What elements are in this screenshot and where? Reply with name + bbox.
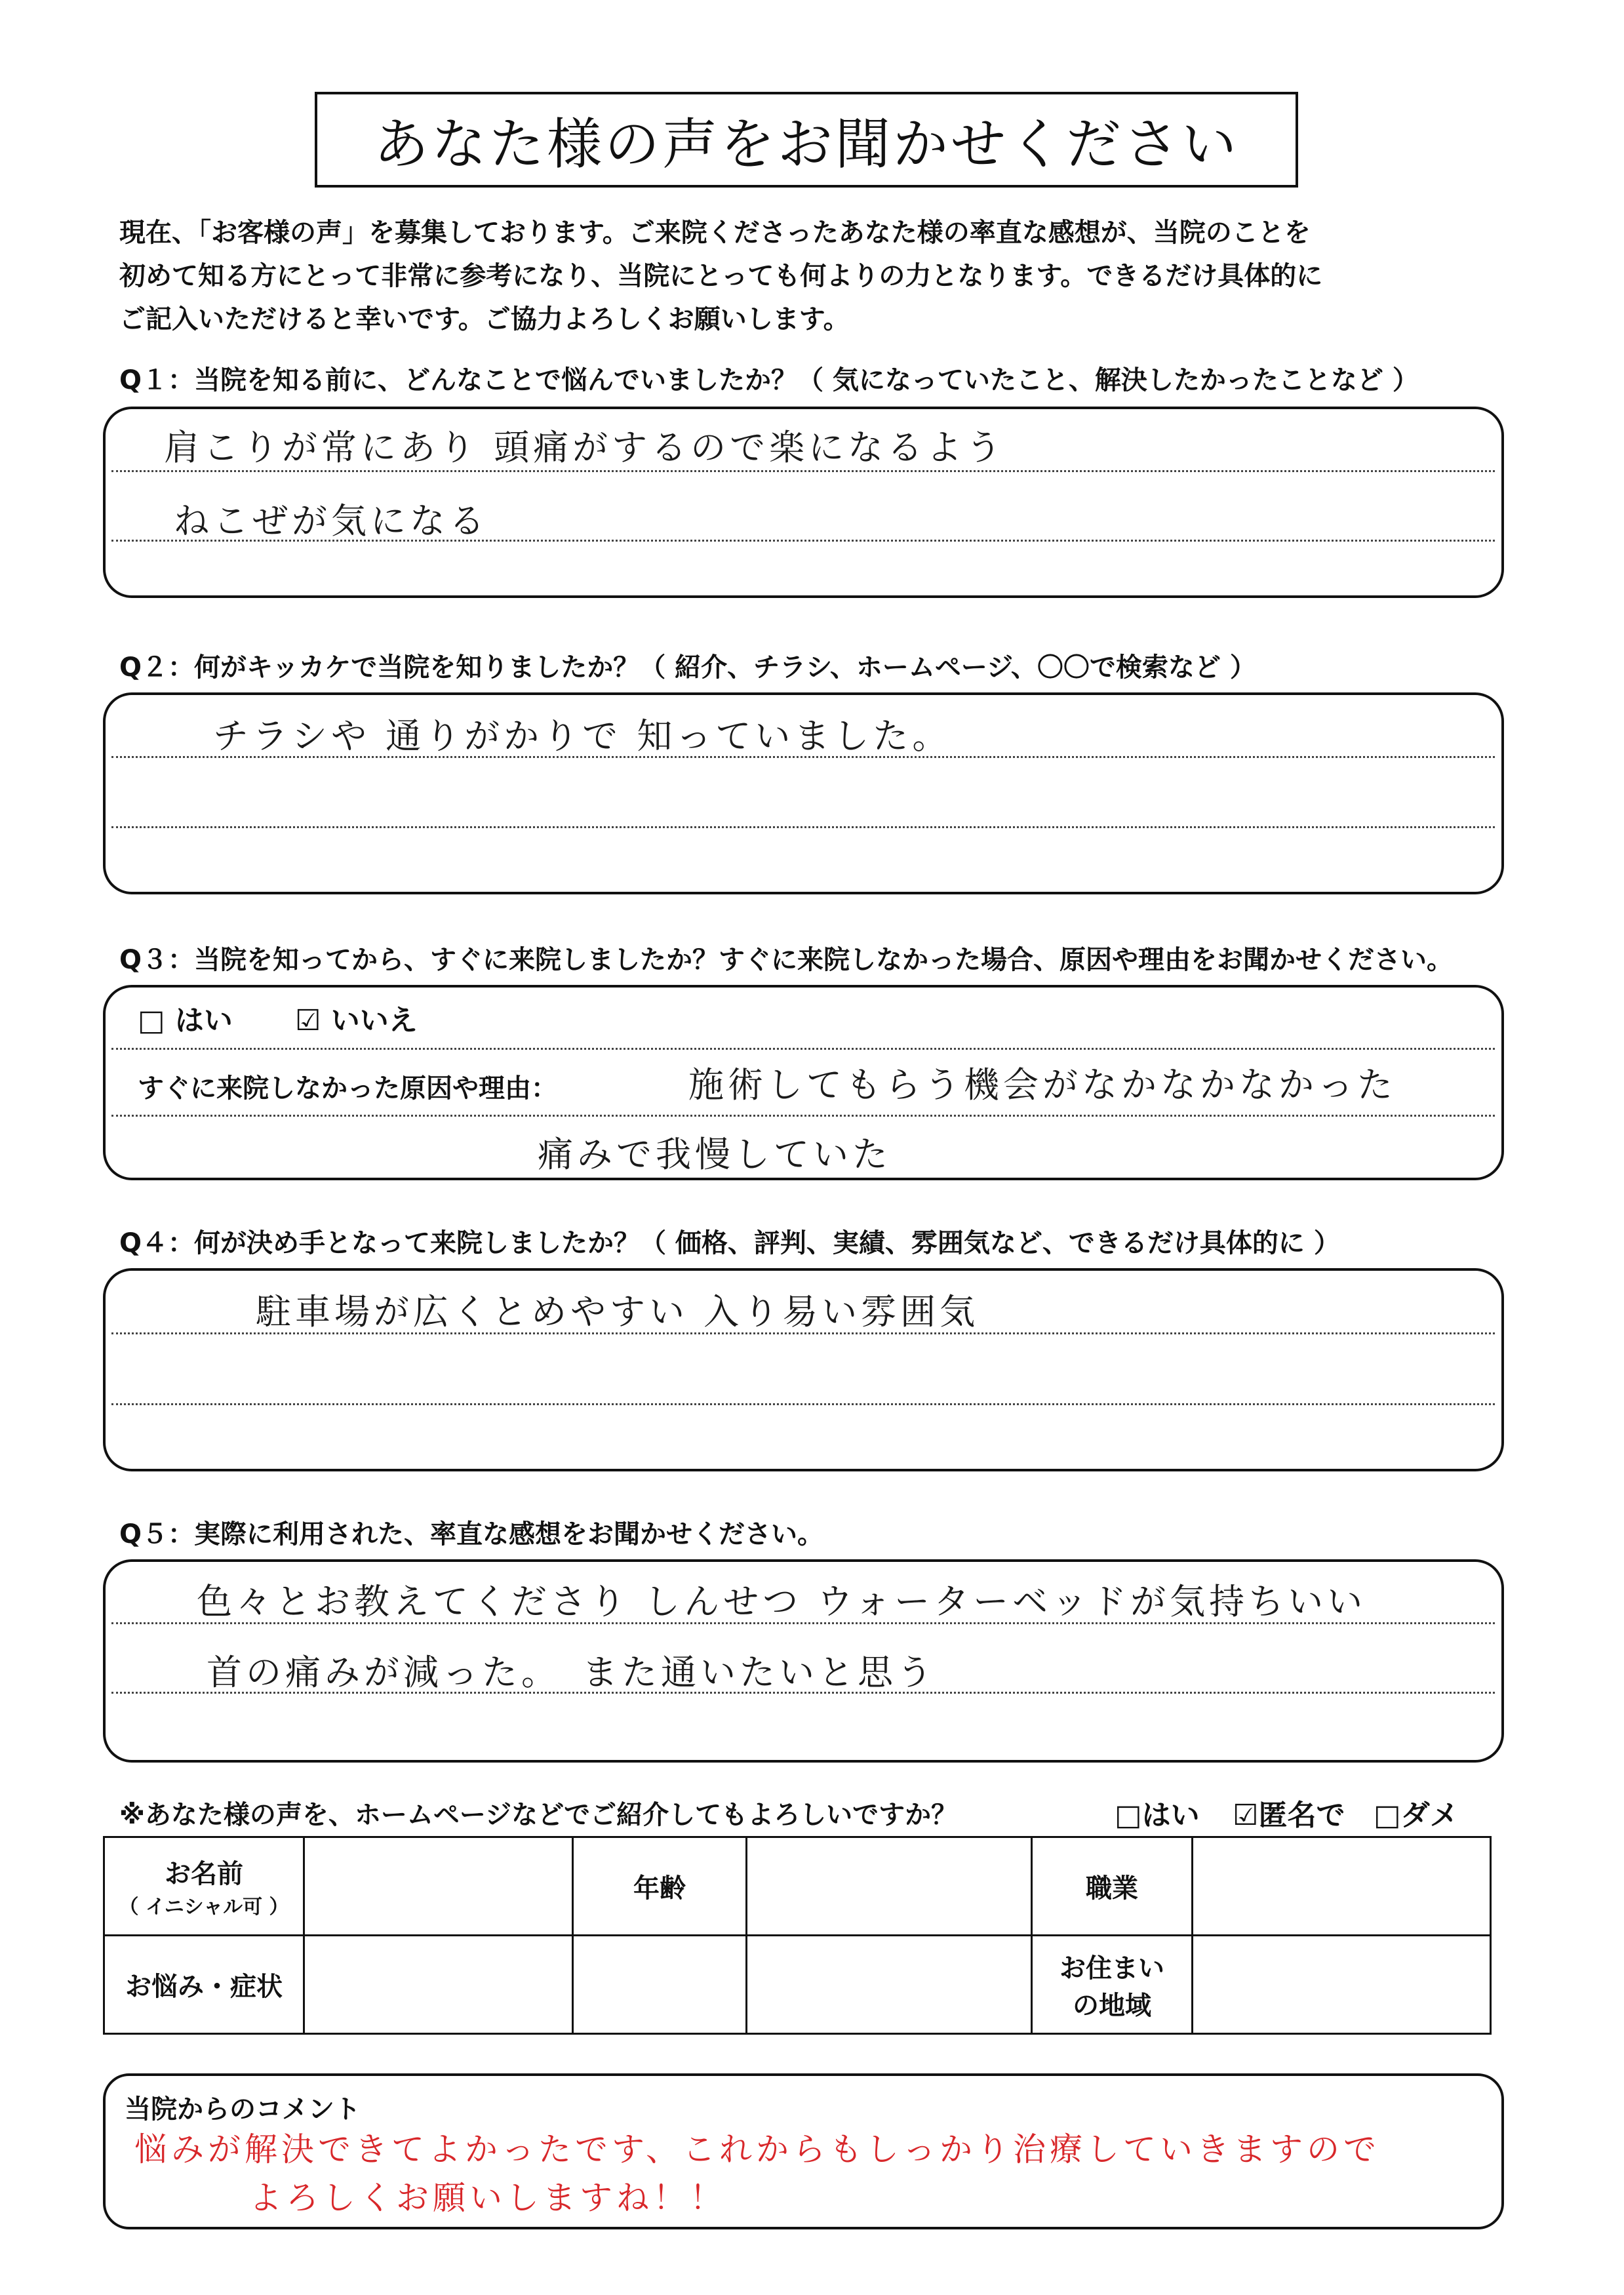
consent-question: ※あなた様の声を、ホームページなどでご紹介してもよろしいですか？ [119,1800,958,1830]
symptom-field[interactable] [573,1936,747,2034]
consent-no-checkbox[interactable]: □ダメ [1374,1799,1459,1832]
q1-answer-line: ねこぜが気になる [174,500,488,542]
q3-reason-label: すぐに来院しなかった原因や理由： [138,1073,557,1104]
area-label: お住まい [1060,1953,1164,1984]
age-field[interactable] [747,1837,1032,1936]
name-label-cell [104,1837,304,1936]
comment-line: よろしくお願いしますね！！ [249,2179,726,2217]
intro-line: 初めて知る方にとって非常に参考になり、当院にとっても何よりの力となります。できるだけ具体的に [119,261,1323,291]
symptom-field[interactable] [747,1936,1032,2034]
age-label: 年齢 [573,1837,747,1936]
consent-yes-checkbox[interactable]: □はい [1115,1799,1200,1832]
q1-ruled-line [111,470,1495,472]
q1-answer-line: 肩こりが常にあり 頭痛がするので楽になるよう [164,427,1006,468]
area-field[interactable] [1193,1936,1491,2034]
info-table [103,1836,1492,2035]
q3-option-yes-checkbox[interactable]: □ はい [138,1004,233,1037]
q4-ruled-line [111,1403,1495,1405]
job-label: 職業 [1032,1837,1193,1936]
q1-question: Q１：当院を知る前に、どんなことで悩んでいましたか？（ 気になっていたこと、解決したかったことなど ） [119,365,1419,395]
job-field[interactable] [1193,1837,1491,1936]
q3-option-no-checkbox[interactable]: ☑ いいえ [295,1004,418,1037]
consent-anonymous-checkbox[interactable]: ☑匿名で [1233,1799,1345,1832]
q5-answer-line: 色々とお教えてくださり しんせつ ウォーターベッドが気持ちいい [197,1581,1367,1622]
q5-question: Q５：実際に利用された、率直な感想をお聞かせください。 [119,1519,824,1549]
page-title-box [315,92,1298,188]
q3-answer-line: 痛みで我慢していた [538,1134,892,1175]
q3-ruled-line [111,1048,1495,1050]
name-note: （ イニシャル可 ） [119,1896,289,1919]
q3-question: Q３：当院を知ってから、すぐに来院しましたか？すぐに来院しなかった場合、原因や理由をお聞かせください。 [119,945,1454,975]
q2-question: Q２：何がキッカケで当院を知りましたか？（ 紹介、チラシ、ホームページ、〇〇で検索など ） [119,652,1256,683]
area-label-cell [1032,1936,1193,2034]
q3-ruled-line [111,1115,1495,1117]
symptom-field[interactable] [304,1936,573,2034]
q4-answer-line: 駐車場が広くとめやすい 入り易い雰囲気 [256,1291,980,1332]
page-title: あなた様の声をお聞かせください [373,111,1239,176]
intro-line: 現在、「お客様の声」を募集しております。ご来院くださったあなた様の率直な感想が、当院のことを [119,218,1311,248]
q2-ruled-line [111,826,1495,828]
symptom-label: お悩み・症状 [104,1936,304,2034]
intro-text [119,211,1522,341]
q2-answer-line: チラシや 通りがかりで 知っていました。 [213,715,952,757]
intro-line: ご記入いただけると幸いです。ご協力よろしくお願いします。 [119,304,850,334]
comment-label: 当院からのコメント [125,2094,361,2125]
comment-line: 悩みが解決できてよかったです、これからもしっかり治療していきますので [134,2130,1380,2168]
q4-question: Q４：何が決め手となって来院しましたか？（ 価格、評判、実績、雰囲気など、できるだけ具体的に ） [119,1228,1340,1258]
name-field[interactable] [304,1837,573,1936]
q3-answer-line: 施術してもらう機会がなかなかなかった [688,1064,1396,1106]
name-label: お名前 [165,1859,243,1889]
q5-answer-line: 首の痛みが減った。 また通いたいと思う [207,1652,936,1693]
area-label: の地域 [1073,1990,1151,2021]
